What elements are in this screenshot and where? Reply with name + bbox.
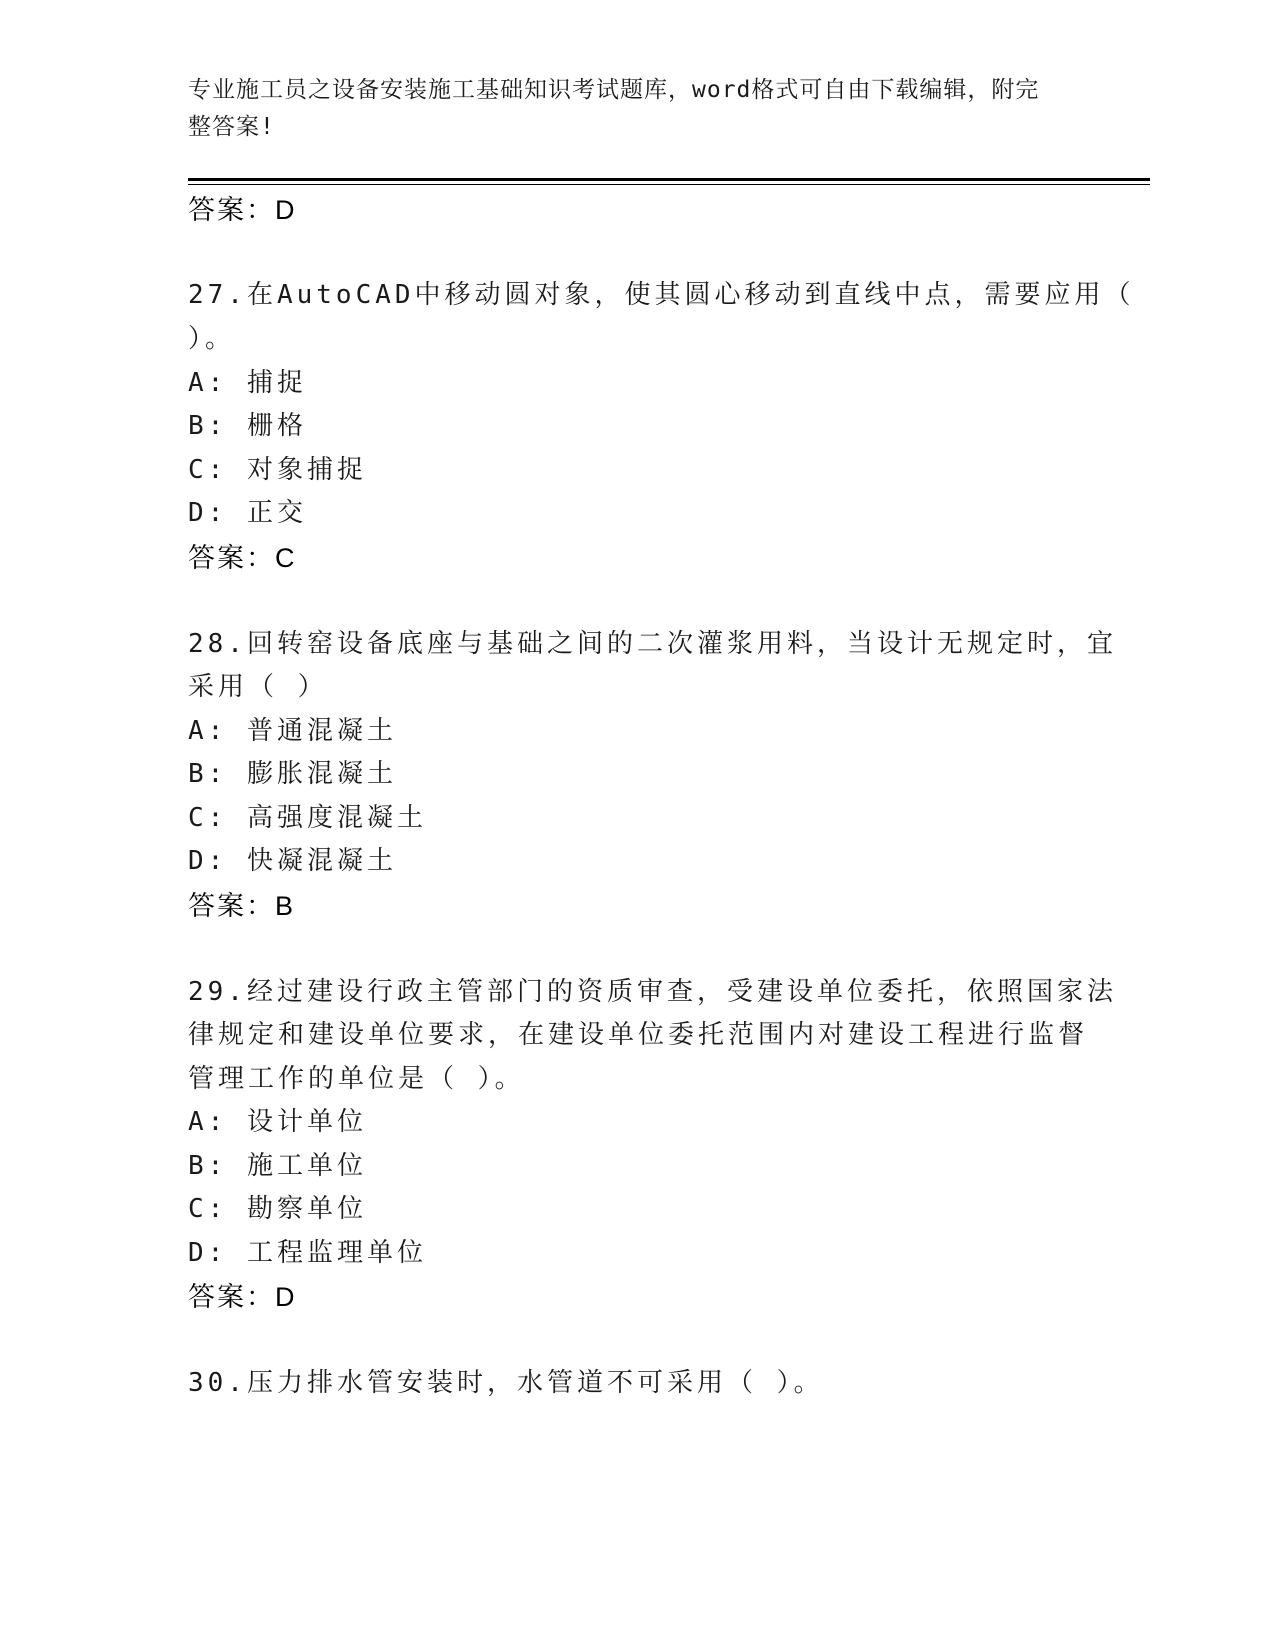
question-29-option-b: B: 施工单位: [188, 1151, 367, 1181]
question-28-option-b: B: 膨胀混凝土: [188, 759, 397, 789]
answer-q29: 答案：D: [188, 1282, 297, 1312]
answer-q26: 答案：D: [188, 195, 297, 225]
header-rule-thick: [188, 178, 1150, 181]
question-29-line-3: 管理工作的单位是（ ）。: [188, 1064, 525, 1094]
answer-q27: 答案：C: [188, 543, 297, 573]
document-header: [188, 72, 1068, 146]
answer-q28: 答案：B: [188, 891, 296, 921]
header-rule-thin: [188, 184, 1150, 185]
header-line-1: 专业施工员之设备安装施工基础知识考试题库，word格式可自由下载编辑，附完: [188, 77, 1040, 103]
question-27-line-2: ）。: [188, 324, 236, 354]
question-29-line-2: 律规定和建设单位要求，在建设单位委托范围内对建设工程进行监督: [188, 1020, 1089, 1050]
question-27-option-c: C: 对象捕捉: [188, 455, 367, 485]
question-27-option-b: B: 栅格: [188, 411, 307, 441]
question-28-line-1: 28.回转窑设备底座与基础之间的二次灌浆用料，当设计无规定时，宜: [188, 629, 1117, 659]
question-28-line-2: 采用（ ）: [188, 672, 328, 702]
question-29-option-d: D: 工程监理单位: [188, 1238, 427, 1268]
question-27-option-d: D: 正交: [188, 498, 307, 528]
question-29-line-1: 29.经过建设行政主管部门的资质审查，受建设单位委托，依照国家法: [188, 977, 1117, 1007]
header-line-2: 整答案!: [188, 114, 275, 140]
question-28-option-a: A: 普通混凝土: [188, 716, 397, 746]
question-27-option-a: A: 捕捉: [188, 368, 307, 398]
question-29-option-a: A: 设计单位: [188, 1107, 367, 1137]
question-30-line-1: 30.压力排水管安装时，水管道不可采用（ ）。: [188, 1368, 824, 1398]
question-28-option-d: D: 快凝混凝土: [188, 846, 397, 876]
question-27-line-1: 27.在AutoCAD中移动圆对象，使其圆心移动到直线中点，需要应用（: [188, 280, 1135, 310]
question-29-option-c: C: 勘察单位: [188, 1194, 367, 1224]
question-28-option-c: C: 高强度混凝土: [188, 803, 427, 833]
